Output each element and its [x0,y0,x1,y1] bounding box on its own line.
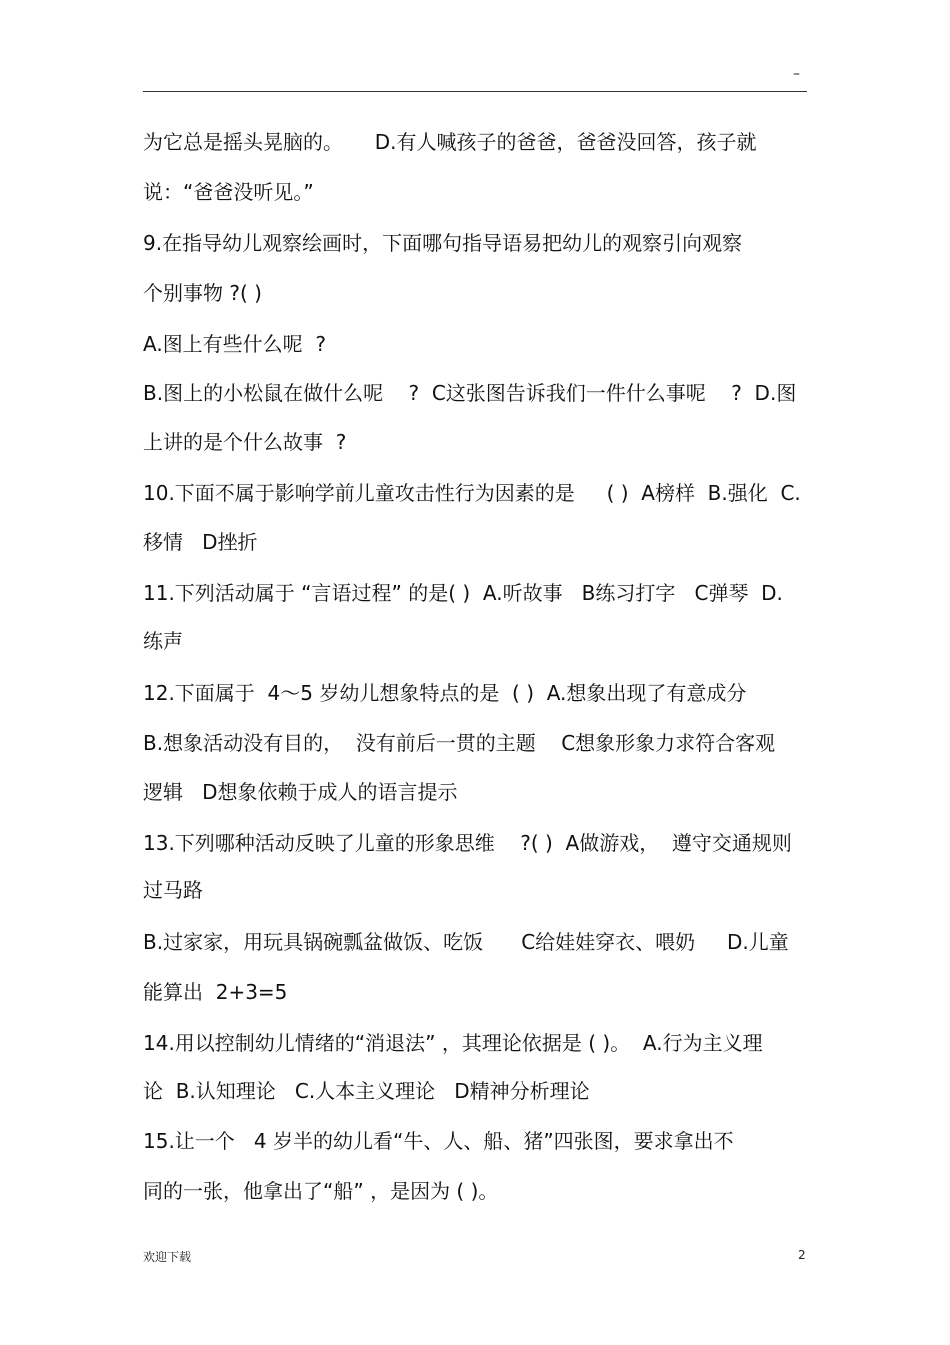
text-line: 11.下列活动属于 “言语过程” 的是( ) A.听故事 B练习打字 C弹琴 D. [143,581,783,605]
text-line: B.图上的小松鼠在做什么呢 ? C这张图告诉我们一件什么事呢 ? D.图 [143,381,797,405]
text-line: 15.让一个 4 岁半的幼儿看“牛、人、船、猪”四张图，要求拿出不 [143,1129,734,1153]
text-line: 论 B.认知理论 C.人本主义理论 D精神分析理论 [143,1079,590,1103]
text-line: B.过家家，用玩具锅碗瓢盆做饭、吃饭 C给娃娃穿衣、喂奶 D.儿童 [143,930,789,954]
text-line: 过马路 [143,878,203,902]
text-line: 能算出 2+3=5 [143,980,288,1004]
text-line: 13.下列哪种活动反映了儿童的形象思维 ?( ) A做游戏， 遵守交通规则 [143,831,792,855]
text-line: 9.在指导幼儿观察绘画时，下面哪句指导语易把幼儿的观察引向观察 [143,231,743,255]
text-line: A.图上有些什么呢 ? [143,332,327,356]
text-line: 个别事物 ?( ) [143,281,262,305]
page-number: 2 [798,1248,806,1262]
header-mark: – [793,66,800,82]
text-line: 为它总是摇头晃脑的。 D.有人喊孩子的爸爸，爸爸没回答，孩子就 [143,130,757,154]
text-line: 10.下面不属于影响学前儿童攻击性行为因素的是 ( ) A榜样 B.强化 C. [143,481,801,505]
text-line: 说：“爸爸没听见。” [143,180,314,204]
text-line: 同的一张，他拿出了“船” ，是因为 ( )。 [143,1179,499,1203]
text-line: 上讲的是个什么故事 ? [143,430,347,454]
footer-label: 欢迎下载 [143,1250,192,1264]
text-line: 移情 D挫折 [143,530,258,554]
header-rule [143,91,807,92]
text-line: 12.下面属于 4～5 岁幼儿想象特点的是 ( ) A.想象出现了有意成分 [143,681,747,705]
text-line: 逻辑 D想象依赖于成人的语言提示 [143,780,458,804]
text-line: B.想象活动没有目的， 没有前后一贯的主题 C想象形象力求符合客观 [143,731,776,755]
text-line: 练声 [143,629,183,653]
text-line: 14.用以控制幼儿情绪的“消退法” ，其理论依据是 ( )。 A.行为主义理 [143,1031,763,1055]
